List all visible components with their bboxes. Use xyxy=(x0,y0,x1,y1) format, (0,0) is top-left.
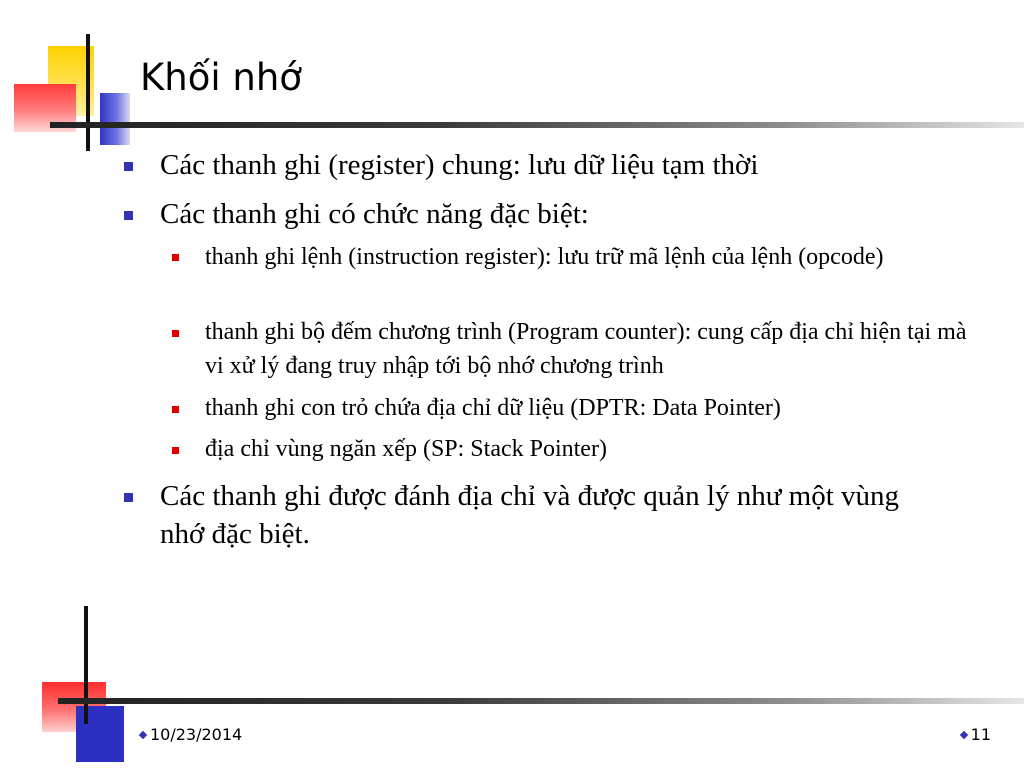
title-underline xyxy=(50,122,1024,128)
footer-page-text: 11 xyxy=(970,725,991,744)
sub-bullet-square-icon xyxy=(172,254,179,261)
footer-line xyxy=(58,698,1024,704)
bullet-square-icon xyxy=(124,162,133,171)
decor-vertical-line-top xyxy=(86,34,90,151)
diamond-bullet-icon xyxy=(959,730,967,738)
bullet-square-icon xyxy=(124,211,133,220)
bullet-square-icon xyxy=(124,493,133,502)
slide-title: Khối nhớ xyxy=(140,56,302,99)
sub-bullet-text: thanh ghi con trỏ chứa địa chỉ dữ liệu (DPTR: Data Pointer) xyxy=(205,395,781,421)
sub-bullet-square-icon xyxy=(172,330,179,337)
footer-page-number xyxy=(961,725,991,744)
sub-bullet-text: thanh ghi lệnh (instruction register): lưu trữ mã lệnh của lệnh (opcode) xyxy=(205,244,884,270)
sub-bullet-text: thanh ghi bộ đếm chương trình (Program counter): cung cấp địa chỉ hiện tại mà vi xử lý đang truy nhập tới bộ nhớ chương trình xyxy=(205,319,967,379)
footer-date xyxy=(140,725,242,744)
sub-bullet-square-icon xyxy=(172,447,179,454)
sub-bullet-square-icon xyxy=(172,406,179,413)
diamond-bullet-icon xyxy=(139,730,147,738)
decor-vertical-line-bottom xyxy=(84,606,88,724)
bullet-text: Các thanh ghi được đánh địa chỉ và được quản lý như một vùng nhớ đặc biệt. xyxy=(160,480,900,550)
sub-bullet-text: địa chỉ vùng ngăn xếp (SP: Stack Pointer) xyxy=(205,436,607,462)
bullet-text: Các thanh ghi (register) chung: lưu dữ liệu tạm thời xyxy=(160,149,759,181)
footer-date-text: 10/23/2014 xyxy=(150,725,243,744)
decor-blue-square-top xyxy=(100,93,130,145)
bullet-text: Các thanh ghi có chức năng đặc biệt: xyxy=(160,198,589,230)
